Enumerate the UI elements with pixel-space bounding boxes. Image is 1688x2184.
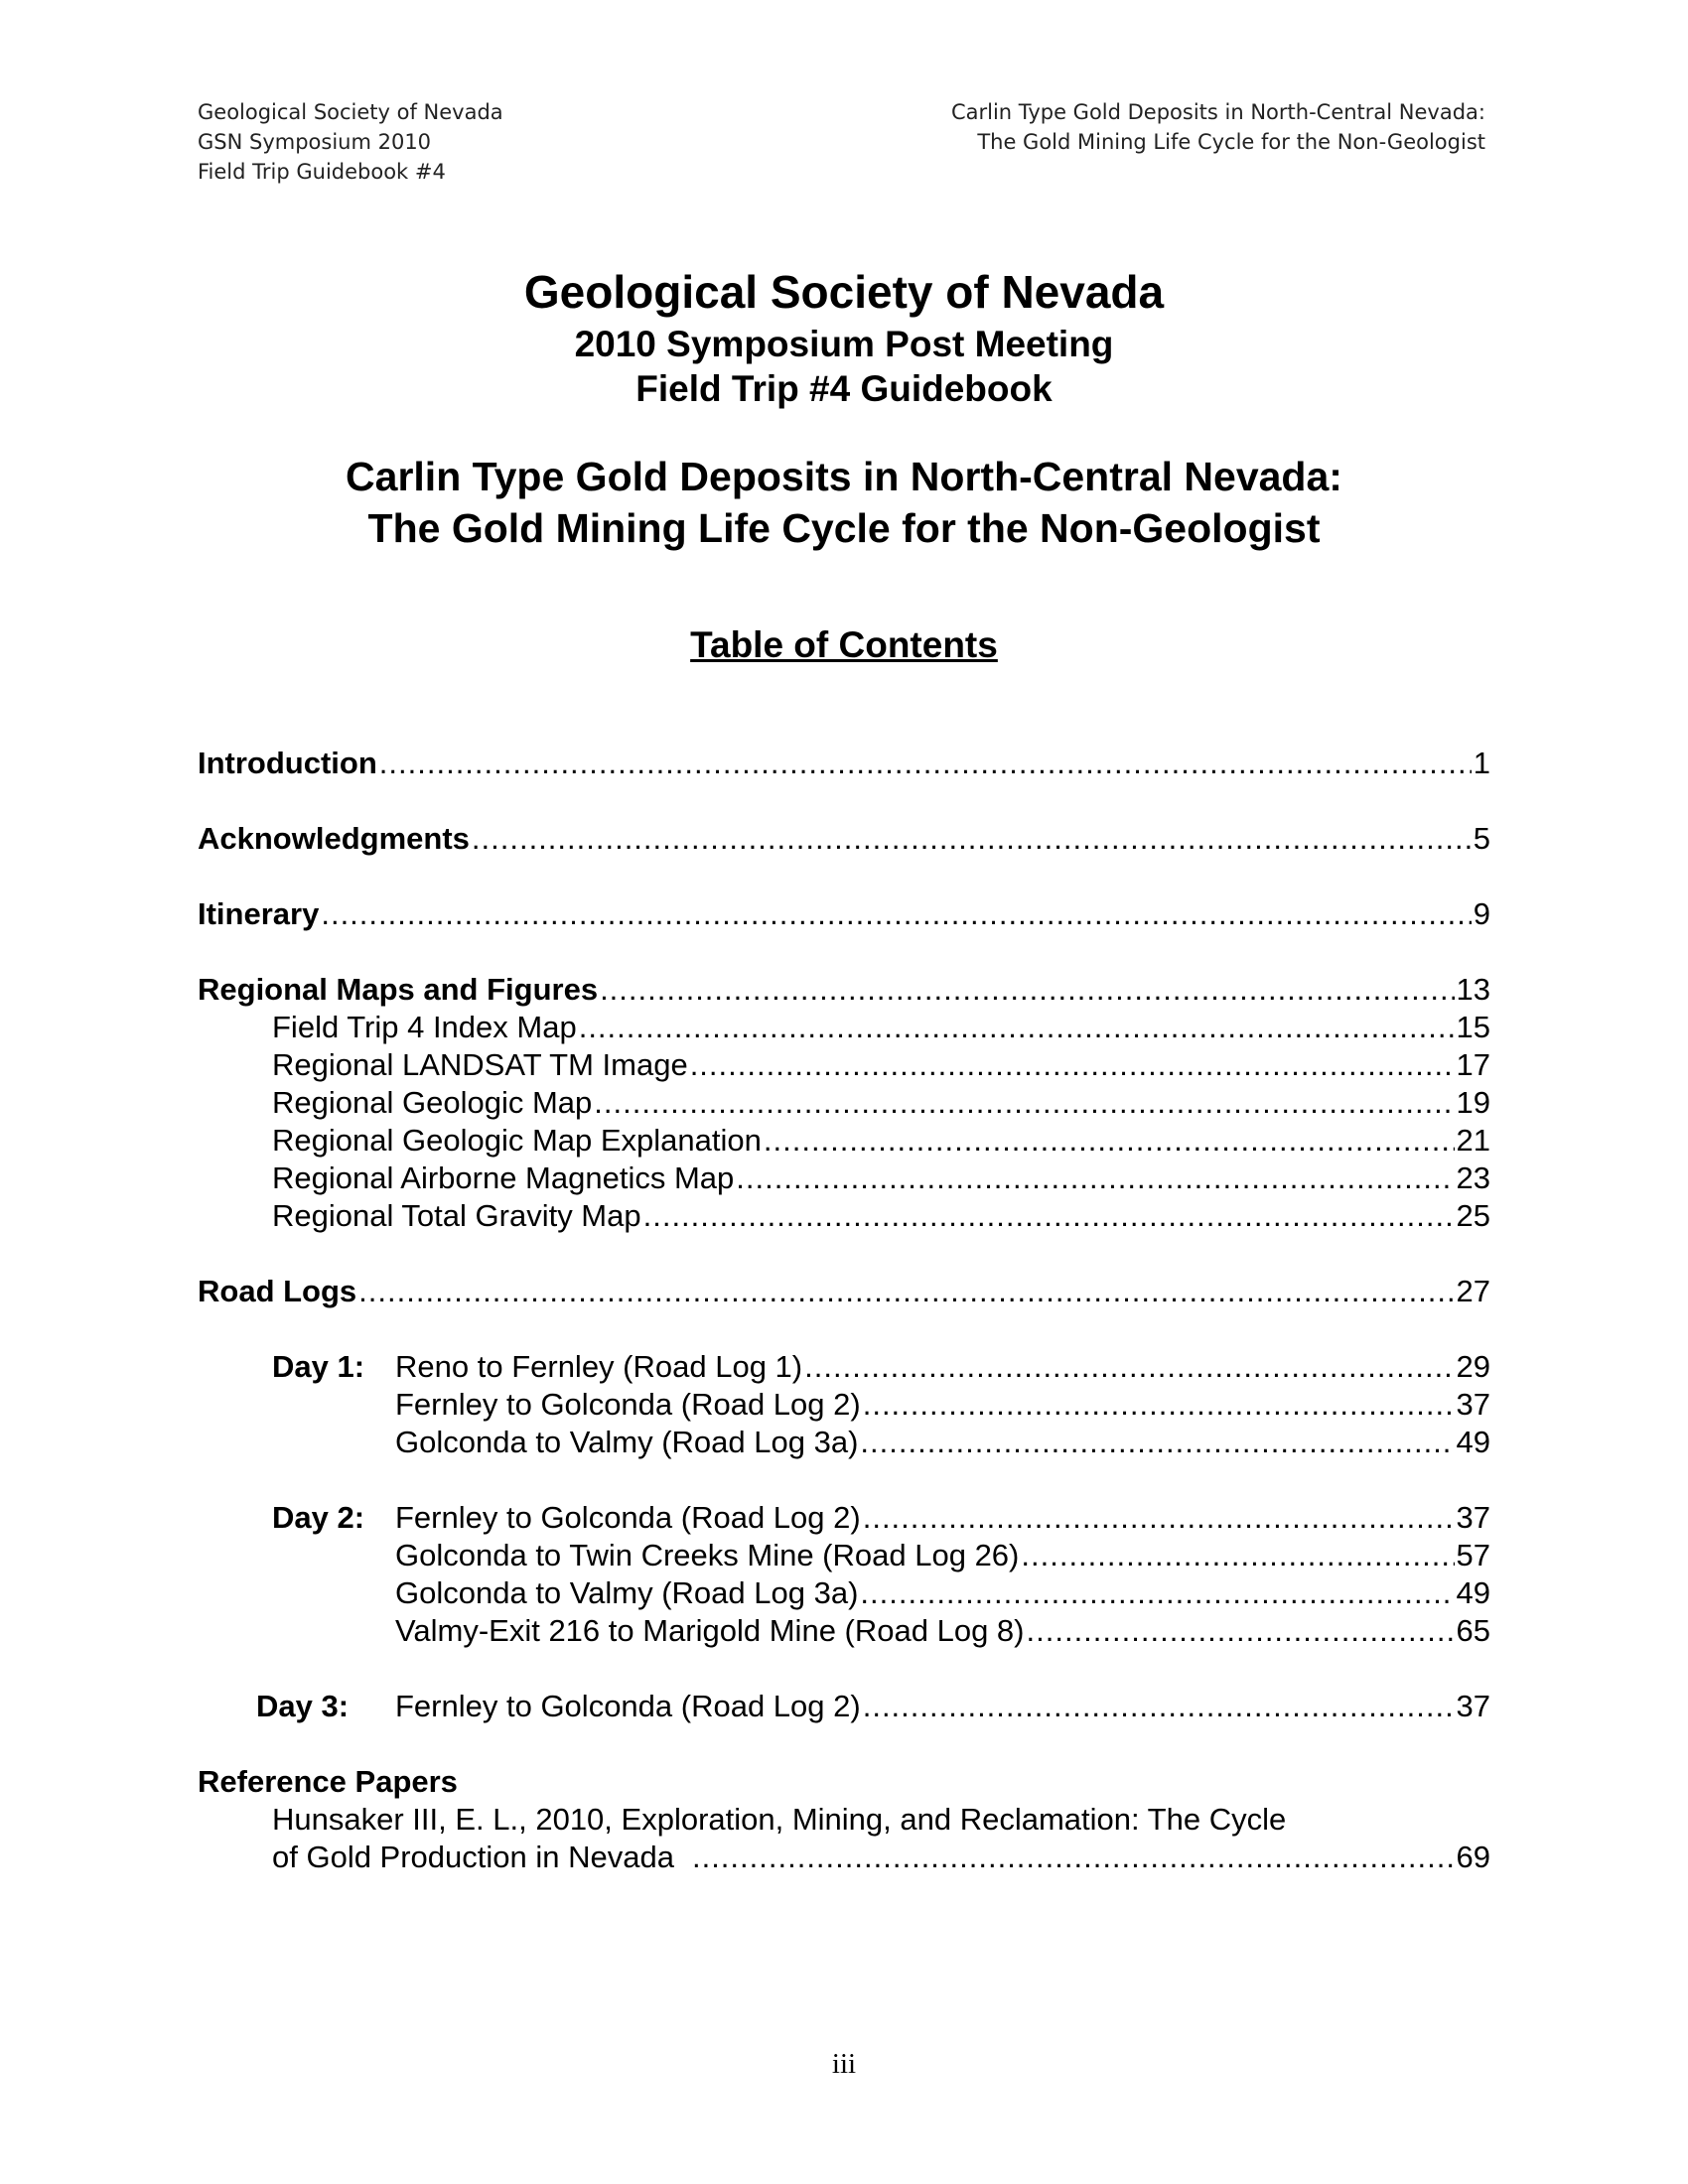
- toc-entry-gravity-map[interactable]: [272, 1197, 1490, 1235]
- toc-entry-label: Field Trip 4 Index Map: [272, 1010, 577, 1044]
- toc-page-number: 37: [1456, 1387, 1490, 1422]
- toc-entry-label: Regional LANDSAT TM Image: [272, 1047, 688, 1082]
- society-title: Geological Society of Nevada: [523, 266, 1165, 318]
- toc-page-number: 25: [1456, 1198, 1490, 1233]
- toc-entry-day2-road-log-8[interactable]: [395, 1612, 1490, 1650]
- header-guidebook: Field Trip Guidebook #4: [198, 160, 446, 184]
- toc-page-number: 57: [1456, 1538, 1490, 1572]
- toc-entry-itinerary[interactable]: [198, 895, 1490, 933]
- toc-entry-day1-road-log-2[interactable]: [395, 1386, 1490, 1424]
- day-2-label: Day 2:: [272, 1500, 365, 1535]
- toc-leader: [863, 1499, 1455, 1537]
- header-title-line2: The Gold Mining Life Cycle for the Non-Geologist: [977, 130, 1485, 154]
- toc-entry-introduction[interactable]: [198, 745, 1490, 782]
- toc-entry-label: Acknowledgments: [198, 821, 470, 856]
- toc-leader: [1027, 1612, 1455, 1650]
- toc-leader: [594, 1084, 1454, 1122]
- toc-entry-geologic-map-explanation[interactable]: [272, 1122, 1490, 1160]
- toc-entry-day2-road-log-26[interactable]: [395, 1537, 1490, 1574]
- toc-page-number: 23: [1456, 1160, 1490, 1195]
- toc-entry-magnetics-map[interactable]: [272, 1160, 1490, 1197]
- toc-entry-geologic-map[interactable]: [272, 1084, 1490, 1122]
- subtitle-line1: Carlin Type Gold Deposits in North-Central Nevada:: [346, 454, 1342, 499]
- toc-entry-landsat[interactable]: [272, 1046, 1490, 1084]
- toc-entry-label: of Gold Production in Nevada: [272, 1840, 674, 1874]
- toc-entry-regional-maps[interactable]: [198, 971, 1490, 1009]
- toc-entry-acknowledgments[interactable]: [198, 820, 1490, 858]
- toc-entry-index-map[interactable]: [272, 1009, 1490, 1046]
- toc-leader: [379, 745, 1472, 782]
- toc-page-number: 65: [1456, 1613, 1490, 1648]
- toc-leader: [358, 1273, 1454, 1310]
- header-symposium: GSN Symposium 2010: [198, 130, 432, 154]
- toc-page-number: 27: [1456, 1274, 1490, 1308]
- toc-entry-label: Regional Geologic Map: [272, 1085, 593, 1120]
- toc-page-number: 29: [1456, 1349, 1490, 1384]
- toc-leader: [863, 1688, 1455, 1725]
- toc-entry-day2-road-log-2[interactable]: [395, 1499, 1490, 1537]
- toc-page-number: 1: [1473, 746, 1490, 780]
- toc-entry-day2-road-log-3a[interactable]: [395, 1574, 1490, 1612]
- toc-entry-label: Regional Total Gravity Map: [272, 1198, 641, 1233]
- toc-entry-day1-road-log-1[interactable]: [395, 1348, 1490, 1386]
- toc-page-number: 49: [1456, 1575, 1490, 1610]
- day-3-label: Day 3:: [256, 1689, 350, 1723]
- toc-page-number: 69: [1456, 1840, 1490, 1874]
- toc-entry-label: Introduction: [198, 746, 377, 780]
- toc-leader: [764, 1122, 1455, 1160]
- toc-page-number: 15: [1456, 1010, 1490, 1044]
- meeting-title: 2010 Symposium Post Meeting: [574, 324, 1114, 364]
- header-title-line1: Carlin Type Gold Deposits in North-Central Nevada:: [950, 100, 1485, 124]
- toc-leader: [692, 1839, 1455, 1876]
- toc-leader: [804, 1348, 1454, 1386]
- toc-leader: [690, 1046, 1455, 1084]
- toc-entry-day3-road-log-2[interactable]: [395, 1688, 1490, 1725]
- toc-page-number: 17: [1456, 1047, 1490, 1082]
- toc-entry-label: Golconda to Valmy (Road Log 3a): [395, 1425, 859, 1459]
- toc-entry-day1-road-log-3a[interactable]: [395, 1424, 1490, 1461]
- toc-leader: [579, 1009, 1455, 1046]
- toc-entry-road-logs[interactable]: [198, 1273, 1490, 1310]
- toc-leader: [736, 1160, 1454, 1197]
- toc-page-number: 5: [1473, 821, 1490, 856]
- guidebook-title: Field Trip #4 Guidebook: [635, 368, 1053, 409]
- toc-entry-label: Valmy-Exit 216 to Marigold Mine (Road Log 8): [395, 1613, 1025, 1648]
- reference-papers-heading: Reference Papers: [198, 1764, 458, 1799]
- toc-leader: [860, 1574, 1454, 1612]
- toc-entry-label: Regional Maps and Figures: [198, 972, 599, 1007]
- toc-leader: [472, 820, 1472, 858]
- day-1-label: Day 1:: [272, 1349, 365, 1384]
- toc-leader: [600, 971, 1454, 1009]
- page-number: iii: [831, 2048, 857, 2080]
- toc-page-number: 13: [1456, 972, 1490, 1007]
- toc-page-number: 21: [1456, 1123, 1490, 1158]
- toc-entry-label: Golconda to Valmy (Road Log 3a): [395, 1575, 859, 1610]
- toc-entry-label: Reno to Fernley (Road Log 1): [395, 1349, 803, 1384]
- toc-entry-label: Fernley to Golconda (Road Log 2): [395, 1689, 861, 1723]
- subtitle-line2: The Gold Mining Life Cycle for the Non-Geologist: [367, 505, 1321, 551]
- toc-leader: [643, 1197, 1455, 1235]
- toc-page-number: 37: [1456, 1500, 1490, 1535]
- toc-entry-label: Road Logs: [198, 1274, 357, 1308]
- toc-page-number: 49: [1456, 1425, 1490, 1459]
- toc-leader: [863, 1386, 1455, 1424]
- toc-leader: [1021, 1537, 1454, 1574]
- toc-page-number: 37: [1456, 1689, 1490, 1723]
- toc-entry-label: Golconda to Twin Creeks Mine (Road Log 26): [395, 1538, 1020, 1572]
- toc-entry-label: Regional Airborne Magnetics Map: [272, 1160, 735, 1195]
- toc-entry-label: Itinerary: [198, 896, 320, 931]
- reference-paper-line1[interactable]: Hunsaker III, E. L., 2010, Exploration, Mining, and Reclamation: The Cycle: [272, 1802, 1287, 1837]
- toc-heading-text: Table of Contents: [690, 624, 998, 665]
- toc-page-number: 19: [1456, 1085, 1490, 1120]
- toc-page-number: 9: [1473, 896, 1490, 931]
- header-society: Geological Society of Nevada: [198, 100, 503, 124]
- toc-entry-label: Regional Geologic Map Explanation: [272, 1123, 762, 1158]
- toc-entry-label: Fernley to Golconda (Road Log 2): [395, 1500, 861, 1535]
- toc-entry-label: Fernley to Golconda (Road Log 2): [395, 1387, 861, 1422]
- toc-leader: [860, 1424, 1454, 1461]
- toc-entry-reference-paper[interactable]: [272, 1839, 1490, 1876]
- toc-leader: [321, 895, 1471, 933]
